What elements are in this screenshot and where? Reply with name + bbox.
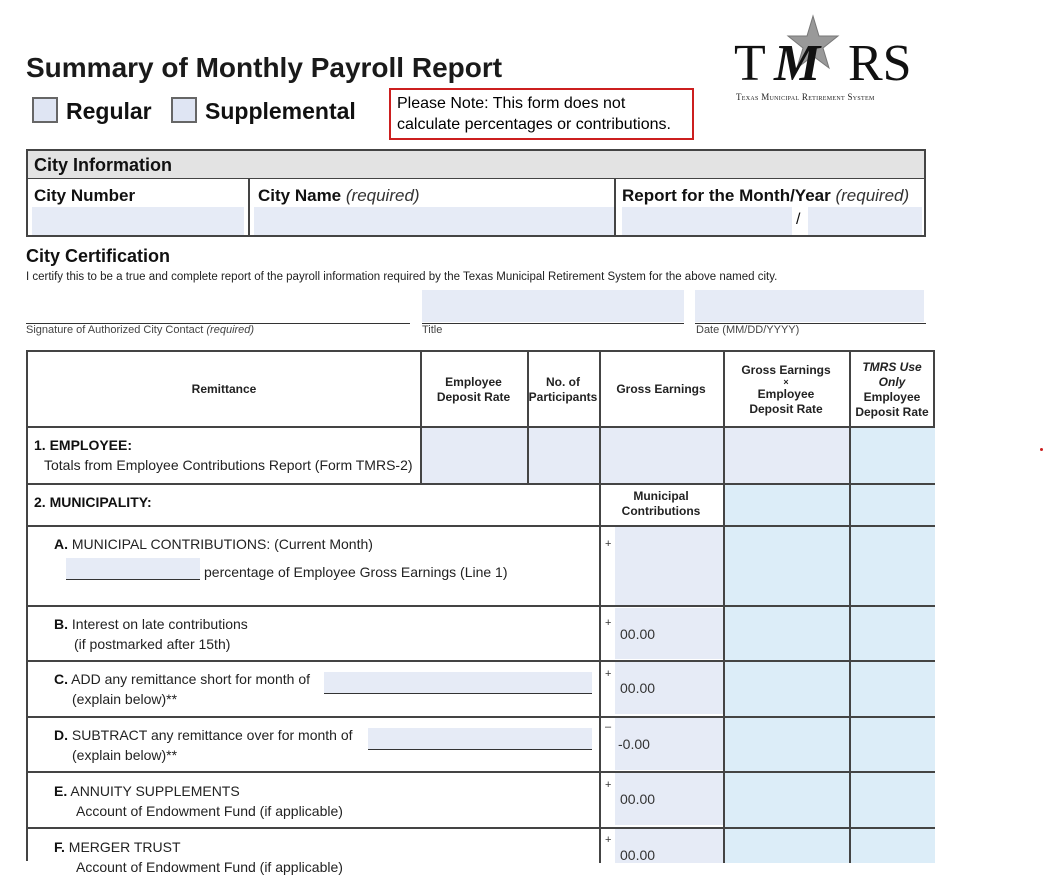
note-line-1: Please Note: This form does not: [397, 95, 626, 112]
regular-checkbox[interactable]: [32, 97, 58, 123]
employee-title: [34, 435, 420, 455]
note-line-2: calculate percentages or contributions.: [397, 116, 671, 133]
header-tmrs-line-1: TMRS Use Only: [862, 359, 922, 389]
header-remittance-text: Remittance: [191, 382, 257, 396]
municipality-title-text: 2. MUNICIPALITY:: [34, 494, 152, 510]
city-name-field[interactable]: [254, 207, 614, 235]
report-year-field[interactable]: [808, 207, 922, 235]
header-tmrs-line-2: Employee: [863, 389, 921, 404]
header-gross-earnings-text: Gross Earnings: [616, 382, 706, 396]
header-participants-line-1: No. of: [546, 374, 580, 389]
row-d-text: SUBTRACT any remittance over for month of: [71, 727, 353, 743]
row-d-month-field[interactable]: [368, 728, 592, 750]
regular-label: Regular: [66, 98, 152, 124]
signature-label-text: Signature of Authorized City Contact: [26, 324, 204, 336]
month-year-separator: /: [796, 211, 801, 228]
header-calc-line-2: ×: [783, 376, 789, 387]
municipal-col-line-1: Municipal: [633, 489, 689, 503]
row-d-letter: D.: [54, 727, 68, 743]
grid-line: [527, 352, 529, 483]
row-c-letter: C.: [54, 671, 68, 687]
header-calc-line-1: Gross Earnings: [741, 362, 831, 377]
date-field[interactable]: [695, 290, 924, 322]
header-tmrs-line-3: Deposit Rate: [855, 404, 929, 419]
calc-column-blue: [723, 483, 849, 863]
grid-line: [28, 605, 935, 607]
calculation-note: [389, 88, 694, 140]
row-f-letter: F.: [54, 839, 65, 855]
report-month-label: [622, 186, 909, 206]
grid-line: [28, 660, 935, 662]
municipal-col-line-2: Contributions: [621, 504, 701, 518]
logo-letter-m: M: [774, 35, 821, 92]
row-d: [54, 725, 399, 765]
date-label: Date (MM/DD/YYYY): [696, 324, 800, 336]
header-municipal-contributions: [599, 483, 723, 525]
header-participants: [527, 352, 599, 427]
row-c-sub: (explain below)**: [72, 691, 178, 707]
header-participants-line-2: Participants: [528, 389, 598, 404]
row-a-letter: A.: [54, 536, 68, 552]
header-calc-line-3: Employee: [757, 386, 815, 401]
row-f-amount: 00.00: [620, 847, 656, 863]
row-c-sign: +: [605, 668, 612, 680]
row-b-amount: 00.00: [620, 626, 656, 642]
remittance-table: [26, 350, 935, 875]
row-c-month-field[interactable]: [324, 672, 592, 694]
grid-line: [28, 525, 935, 527]
row-b-letter: B.: [54, 616, 68, 632]
header-deposit-rate: [420, 352, 527, 427]
employee-gross-earnings-field[interactable]: [599, 427, 723, 483]
row-f-sub: Account of Endowment Fund (if applicable): [76, 859, 343, 875]
tmrs-logo: [730, 12, 926, 107]
report-month-hint: (required): [835, 186, 910, 205]
municipality-title: [34, 492, 152, 512]
header-calc-line-4: Deposit Rate: [749, 401, 823, 416]
grid-line: [599, 352, 601, 863]
certification-statement: I certify this to be a true and complete report of the payroll information required by the Texas Municipal Retirement System for the above named city.: [26, 271, 778, 283]
grid-line: [28, 483, 935, 485]
column-divider: [614, 179, 616, 237]
row-c-amount: 00.00: [620, 680, 656, 696]
header-deposit-rate-line-2: Deposit Rate: [436, 389, 511, 404]
grid-line: [28, 716, 935, 718]
row-c: [54, 669, 354, 709]
grid-line: [849, 352, 851, 863]
row-b: [54, 614, 594, 654]
title-line: [422, 323, 684, 324]
row-a-percentage-field[interactable]: [66, 558, 200, 580]
row-e-letter: E.: [54, 783, 68, 799]
grid-line: [28, 827, 935, 829]
employee-calc-field[interactable]: [723, 427, 849, 483]
header-deposit-rate-line-1: Employee: [445, 374, 502, 389]
row-a-sign: +: [605, 538, 612, 550]
row-a-text: MUNICIPAL CONTRIBUTIONS: (Current Month): [71, 536, 373, 552]
row-e-text: ANNUITY SUPPLEMENTS: [70, 783, 240, 799]
row-d-sub: (explain below)**: [72, 747, 178, 763]
row-e-sub: Account of Endowment Fund (if applicable): [76, 803, 343, 819]
row-d-sign: –: [605, 721, 612, 733]
signature-label: [26, 324, 254, 336]
tmrs-use-only-column: [849, 427, 935, 863]
row-a-amount-field[interactable]: [615, 527, 723, 605]
city-name-label: [258, 186, 420, 206]
grid-line: [28, 771, 935, 773]
logo-letter-t: T: [734, 35, 766, 92]
report-month-label-text: Report for the Month/Year: [622, 186, 831, 205]
row-b-text: Interest on late contributions: [71, 616, 248, 632]
red-dot-mark: [1040, 448, 1043, 451]
employee-participants-field[interactable]: [527, 427, 599, 483]
row-c-text: ADD any remittance short for month of: [71, 671, 310, 687]
grid-line: [420, 352, 422, 483]
city-information-table: [26, 149, 926, 237]
row-a: [54, 534, 594, 554]
row-a-sub: percentage of Employee Gross Earnings (Line 1): [204, 564, 508, 580]
logo-subtitle: Texas Municipal Retirement System: [736, 92, 875, 102]
city-name-hint: (required): [345, 186, 420, 205]
row-f-sign: +: [605, 834, 612, 846]
row-e: [54, 781, 594, 821]
header-gross-earnings: [599, 352, 723, 427]
employee-deposit-rate-field[interactable]: [420, 427, 527, 483]
signature-hint: (required): [206, 324, 255, 336]
row-b-sub: (if postmarked after 15th): [74, 636, 231, 652]
title-label: Title: [422, 324, 443, 336]
logo-letters-rs: RS: [848, 35, 912, 92]
employee-row: [34, 435, 420, 475]
row-f: [54, 837, 594, 877]
employee-subtitle: Totals from Employee Contributions Report (Form TMRS-2): [44, 457, 413, 473]
city-name-label-text: City Name: [258, 186, 342, 205]
page-title: Summary of Monthly Payroll Report: [26, 52, 503, 83]
title-field[interactable]: [422, 290, 684, 322]
certification-heading: City Certification: [26, 246, 171, 266]
city-number-label: City Number: [34, 186, 136, 205]
row-d-amount: -0.00: [618, 736, 650, 752]
row-b-sign: +: [605, 617, 612, 629]
row-f-text: MERGER TRUST: [68, 839, 181, 855]
supplemental-label: Supplemental: [205, 98, 356, 124]
city-number-field[interactable]: [32, 207, 244, 235]
grid-line: [28, 426, 935, 428]
header-calc: [723, 352, 849, 427]
report-month-field[interactable]: [622, 207, 792, 235]
column-divider: [248, 179, 250, 237]
header-remittance: [28, 352, 420, 427]
row-e-sign: +: [605, 779, 612, 791]
grid-line: [723, 352, 725, 863]
supplemental-checkbox[interactable]: [171, 97, 197, 123]
header-tmrs-use-only: [849, 352, 935, 427]
city-information-heading: City Information: [28, 151, 924, 179]
employee-title-text: 1. EMPLOYEE:: [34, 437, 133, 453]
row-e-amount: 00.00: [620, 791, 656, 807]
